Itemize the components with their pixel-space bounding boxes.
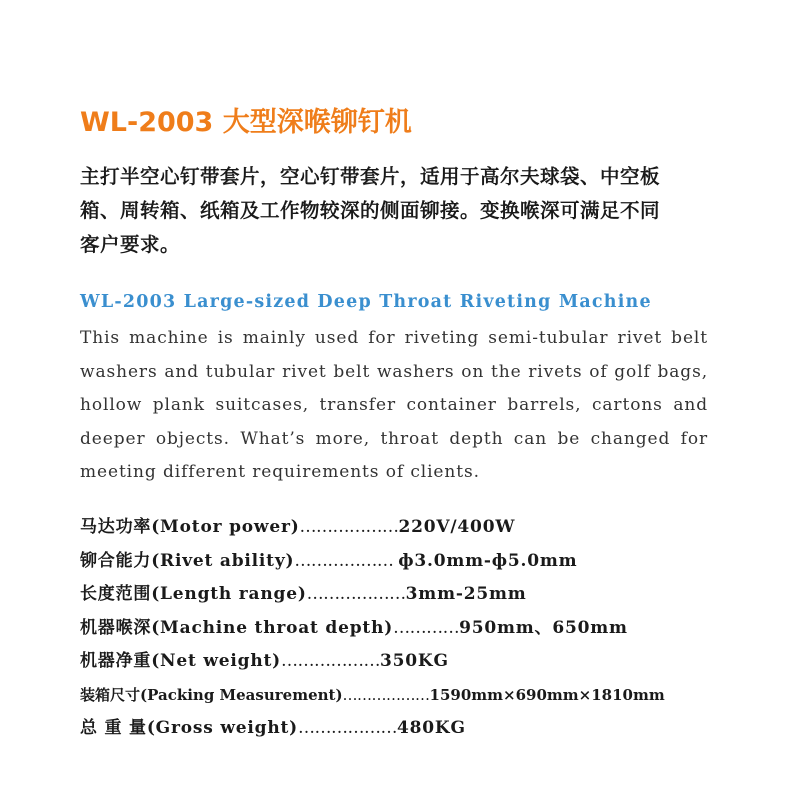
spec-value: 1590mm×690mm×1810mm [429, 685, 665, 704]
en-desc-line: meeting different requirements of clients. [80, 462, 480, 482]
spec-leader-dots: ……………… [306, 584, 406, 604]
spec-label: 机器净重(Net weight) [80, 651, 282, 671]
chinese-description [80, 160, 720, 262]
spec-leader-dots: ……………… [342, 685, 430, 704]
spec-packing-measurement [80, 679, 665, 713]
spec-net-weight [80, 645, 665, 679]
en-desc-line: washers and tubular rivet belt washers on the rivets of golf bags, [80, 361, 708, 382]
spec-value: 220V/400W [398, 517, 516, 537]
spec-label: 长度范围(Length range) [80, 584, 307, 604]
spec-leader-dots: ………… [393, 617, 460, 638]
spec-label: 装箱尺寸(Packing Measurement) [80, 685, 343, 704]
spec-value: 350KG [380, 651, 449, 671]
spec-label: 铆合能力(Rivet ability) [80, 550, 295, 571]
spec-label: 机器喉深(Machine throat depth) [80, 617, 394, 638]
english-title: WL-2003 Large-sized Deep Throat Riveting Machine [80, 292, 652, 312]
page-title: WL-2003 大型深喉铆钉机 [80, 107, 412, 138]
spec-label: 总 重 量(Gross weight) [80, 718, 299, 738]
cn-desc-line: 箱、周转箱、纸箱及工作物较深的侧面铆接。变换喉深可满足不同 [80, 199, 661, 222]
spec-value: 480KG [397, 718, 466, 738]
spec-leader-dots: ……………… [294, 550, 399, 571]
en-desc-line: hollow plank suitcases, transfer container barrels, cartons and [80, 395, 708, 415]
spec-gross-weight [80, 712, 665, 746]
spec-leader-dots: ……………… [281, 651, 381, 671]
english-description [80, 322, 708, 490]
spec-value: ф3.0mm-ф5.0mm [398, 550, 578, 571]
spec-value: 3mm-25mm [405, 584, 527, 604]
cn-desc-line: 客户要求。 [80, 233, 181, 256]
spec-leader-dots: ……………… [298, 718, 398, 738]
en-desc-line: This machine is mainly used for riveting semi-tubular rivet belt [80, 328, 708, 348]
spec-machine-throat-depth [80, 612, 665, 646]
cn-desc-line: 主打半空心钉带套片，空心钉带套片，适用于高尔夫球袋、中空板 [80, 165, 661, 188]
spec-rivet-ability [80, 545, 665, 579]
spec-label: 马达功率(Motor power) [80, 517, 300, 537]
spec-length-range [80, 578, 665, 612]
spec-value: 950mm、650mm [459, 617, 628, 638]
spec-leader-dots: ……………… [299, 517, 399, 537]
spec-motor-power [80, 511, 665, 545]
spec-list [80, 511, 665, 746]
en-desc-line: deeper objects. What’s more, throat depth can be changed for [80, 428, 708, 449]
